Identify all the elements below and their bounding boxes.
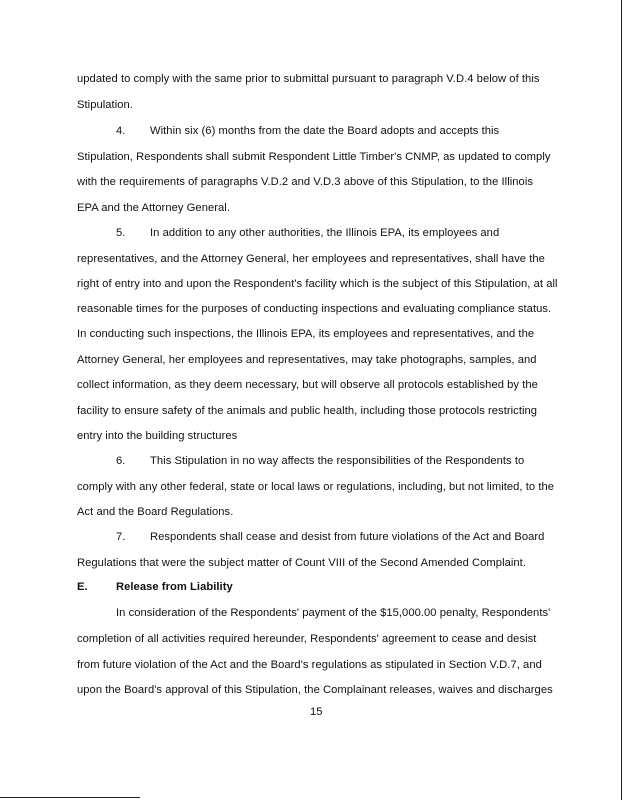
text-line: representatives, and the Attorney General, her employees and representatives, shall have the bbox=[77, 253, 545, 265]
text-line: Respondents shall cease and desist from future violations of the Act and Board bbox=[150, 531, 545, 543]
text-line: comply with any other federal, state or local laws or regulations, including, but not limited, to the bbox=[77, 481, 555, 493]
page-edge-bottom bbox=[0, 797, 140, 798]
page-number: 15 bbox=[310, 706, 323, 718]
text-line: Act and the Board Regulations. bbox=[77, 506, 234, 518]
text-line: In addition to any other authorities, the Illinois EPA, its employees and bbox=[150, 227, 500, 239]
text-line: right of entry into and upon the Respondent's facility which is the subject of this Stipulation, at all bbox=[77, 278, 558, 290]
text-line: completion of all activities required hereunder, Respondents' agreement to cease and desist bbox=[77, 633, 537, 645]
text-line: from future violation of the Act and the Board's regulations as stipulated in Section V.D.7, and bbox=[77, 659, 542, 671]
text-line: This Stipulation in no way affects the responsibilities of the Respondents to bbox=[150, 455, 525, 467]
paragraph-number: 4. bbox=[116, 125, 126, 137]
text-line: reasonable times for the purposes of conducting inspections and evaluating compliance status. bbox=[77, 303, 552, 315]
section-letter: E. bbox=[77, 581, 88, 593]
text-line: collect information, as they deem necessary, but will observe all protocols established by the bbox=[77, 379, 538, 391]
text-line: EPA and the Attorney General. bbox=[77, 202, 230, 214]
text-line: with the requirements of paragraphs V.D.2 and V.D.3 above of this Stipulation, to the Illinois bbox=[77, 176, 533, 188]
text-line: Stipulation, Respondents shall submit Respondent Little Timber's CNMP, as updated to comply bbox=[77, 151, 551, 163]
page-edge-right bbox=[621, 0, 622, 800]
text-line: facility to ensure safety of the animals and public health, including those protocols restricting bbox=[77, 405, 538, 417]
text-line: upon the Board's approval of this Stipulation, the Complainant releases, waives and discharges bbox=[77, 684, 553, 696]
paragraph-number: 5. bbox=[116, 227, 126, 239]
text-line: In consideration of the Respondents' payment of the $15,000.00 penalty, Respondents' bbox=[116, 607, 551, 619]
text-line: Attorney General, her employees and representatives, may take photographs, samples, and bbox=[77, 354, 537, 366]
text-line: In conducting such inspections, the Illinois EPA, its employees and representatives, and the bbox=[77, 328, 535, 340]
text-line: Regulations that were the subject matter of Count VIII of the Second Amended Complaint. bbox=[77, 557, 526, 569]
text-line: Stipulation. bbox=[77, 99, 133, 111]
paragraph-number: 6. bbox=[116, 455, 126, 467]
text-line: entry into the building structures bbox=[77, 430, 238, 442]
text-line: Within six (6) months from the date the Board adopts and accepts this bbox=[150, 125, 500, 137]
section-title: Release from Liability bbox=[116, 581, 233, 593]
paragraph-number: 7. bbox=[116, 531, 126, 543]
text-line: updated to comply with the same prior to submittal pursuant to paragraph V.D.4 below of this bbox=[77, 73, 540, 85]
